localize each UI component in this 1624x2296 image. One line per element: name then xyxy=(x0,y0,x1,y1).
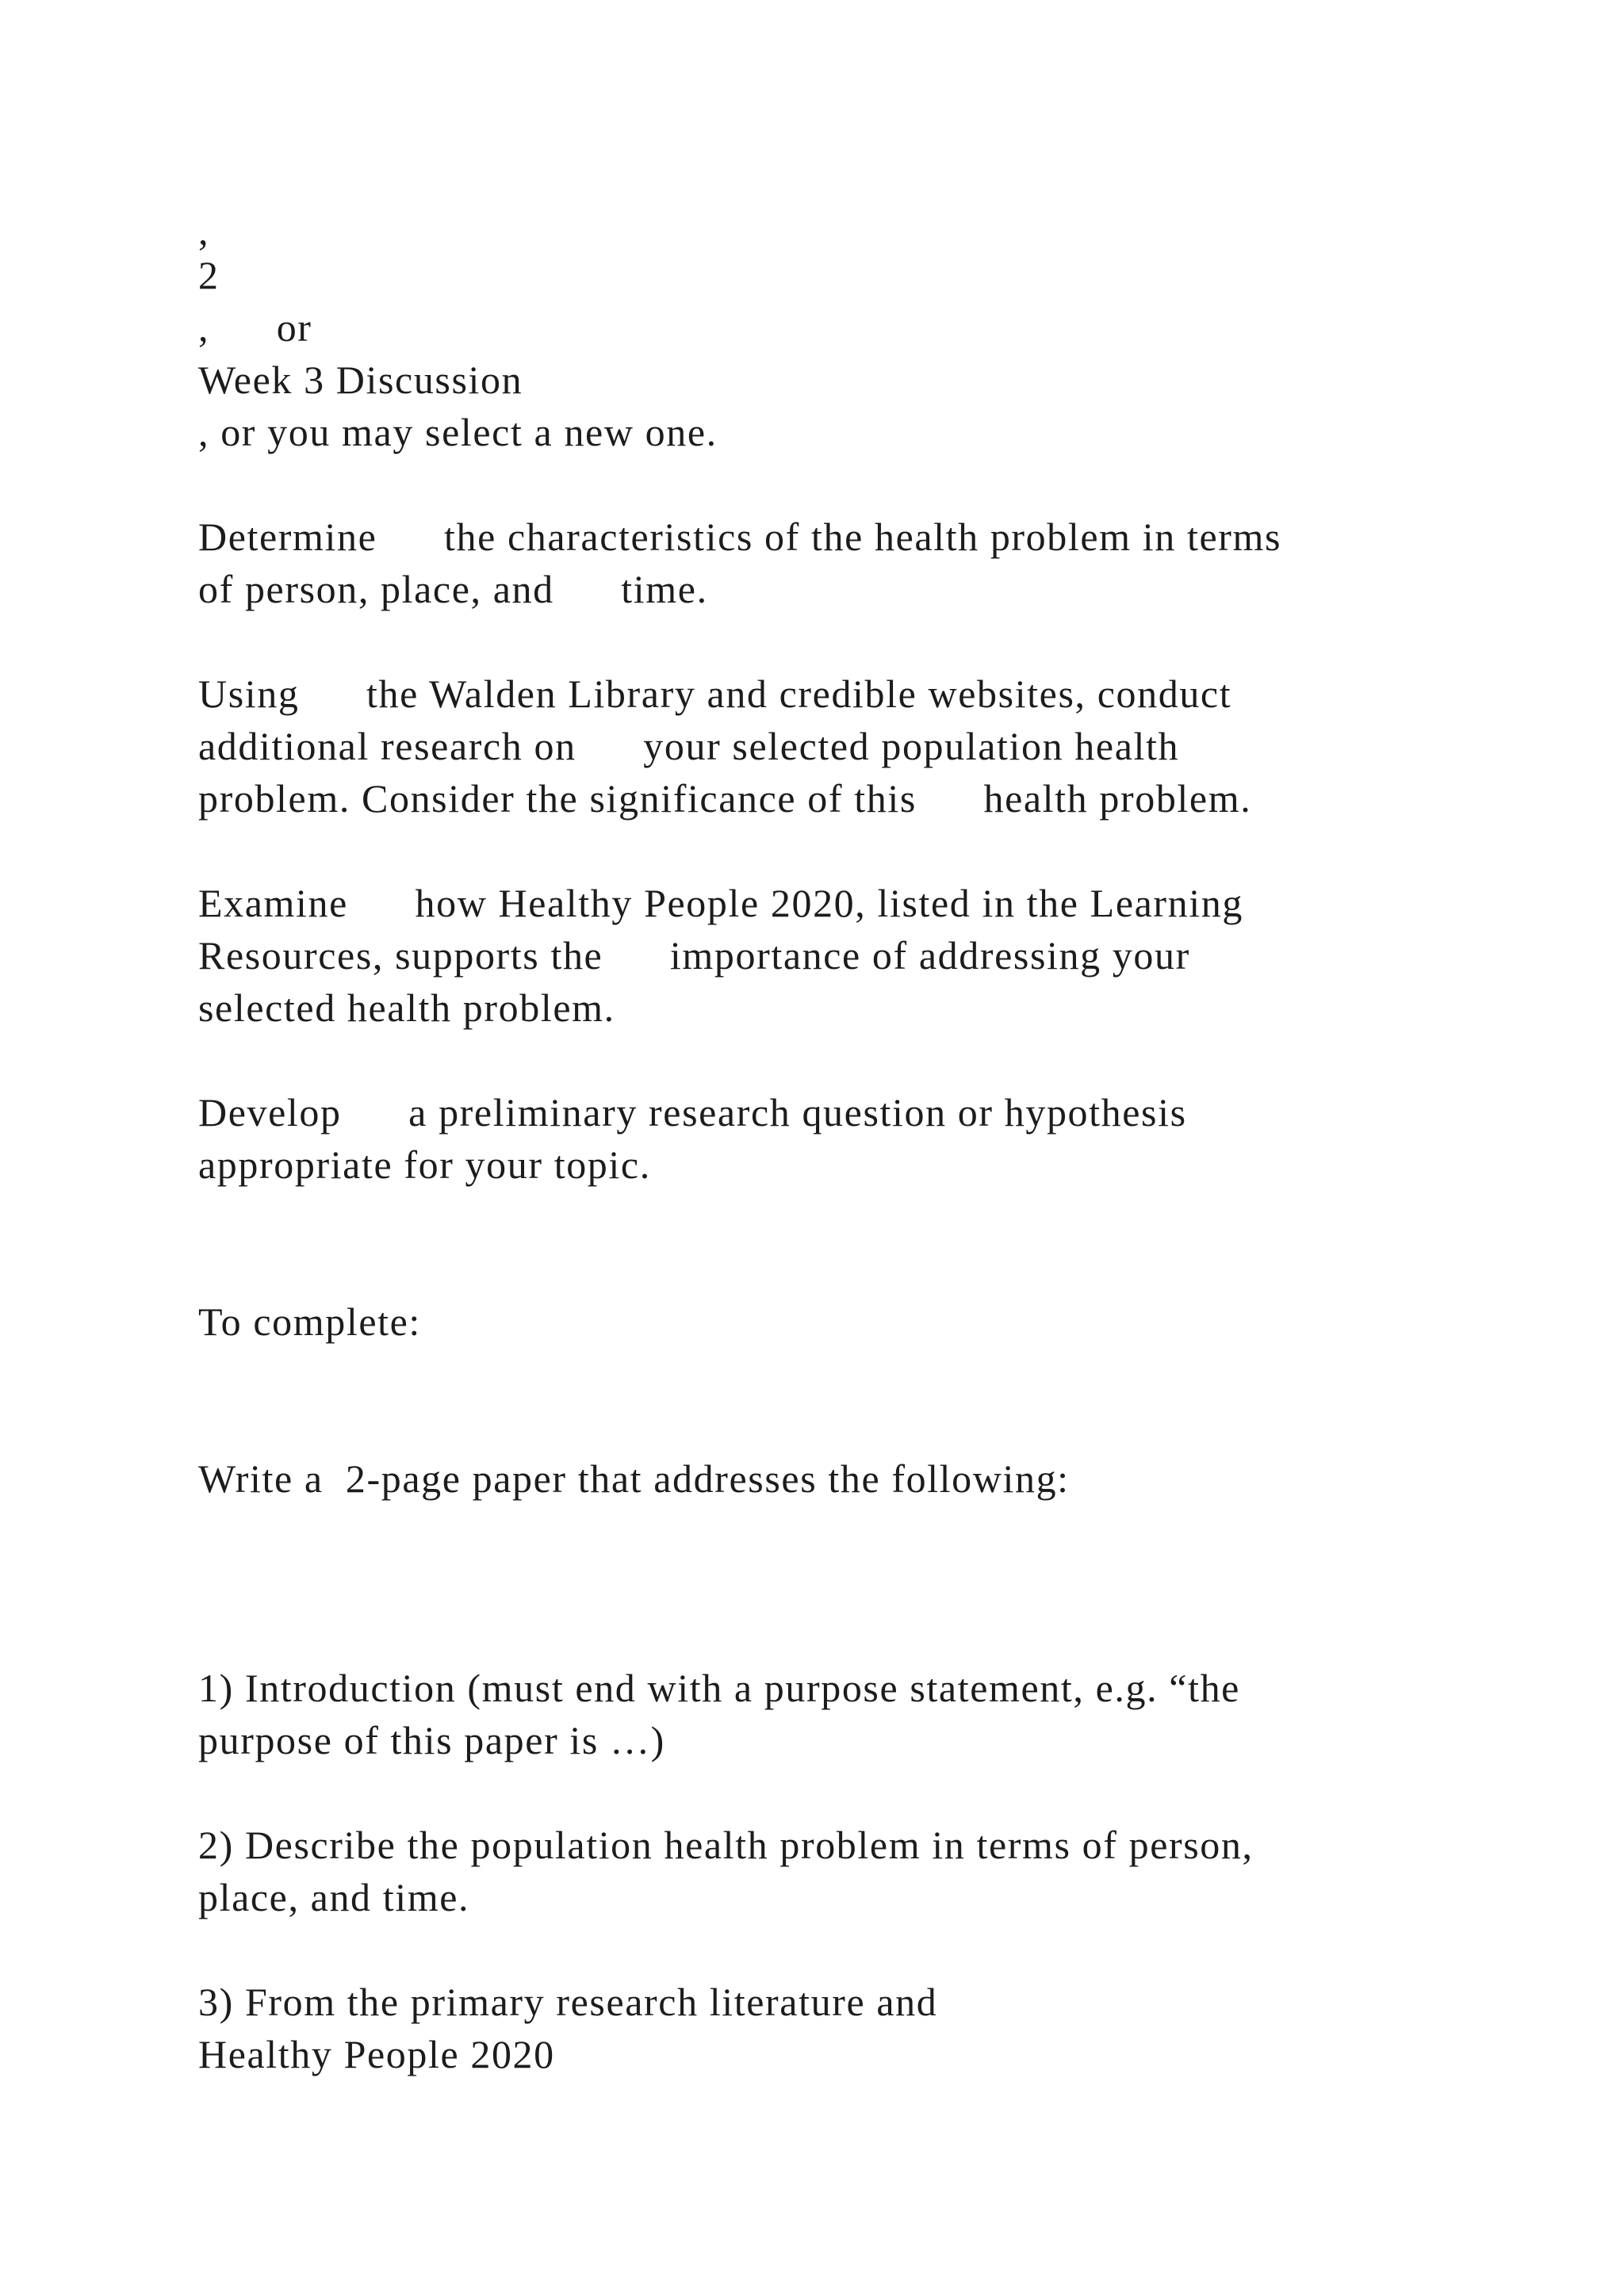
text-line: of person, place, and time. xyxy=(198,567,708,611)
text-line: Week 3 Discussion xyxy=(198,358,523,402)
text-line: 2 xyxy=(198,253,220,297)
text-line: selected health problem. xyxy=(198,985,615,1030)
text-line: Using the Walden Library and credible websites, conduct xyxy=(198,672,1232,716)
text-line: Examine how Healthy People 2020, listed in the Learning xyxy=(198,881,1243,925)
list-item: 1) Introduction (must end with a purpose statement, e.g. “the xyxy=(198,1666,1240,1710)
section-heading: To complete: xyxy=(198,1299,421,1344)
text-line: Develop a preliminary research question or hypothesis xyxy=(198,1090,1187,1135)
text-line: , or xyxy=(198,305,312,350)
text-line: additional research on your selected population health xyxy=(198,724,1180,768)
text-line: , or you may select a new one. xyxy=(198,410,718,454)
text-line: Write a 2-page paper that addresses the following: xyxy=(198,1456,1070,1501)
list-item: 2) Describe the population health problem in terms of person, xyxy=(198,1823,1254,1867)
list-item-continuation: place, and time. xyxy=(198,1875,470,1919)
text-line: Resources, supports the importance of addressing your xyxy=(198,933,1190,978)
list-item-continuation: Healthy People 2020 xyxy=(198,2032,555,2076)
text-line: problem. Consider the significance of this health problem. xyxy=(198,776,1252,821)
list-item-continuation: purpose of this paper is …) xyxy=(198,1718,665,1762)
text-line: Determine the characteristics of the health problem in terms xyxy=(198,515,1282,559)
list-item: 3) From the primary research literature and xyxy=(198,1980,938,2024)
text-line: appropriate for your topic. xyxy=(198,1142,651,1187)
text-line: , xyxy=(198,209,210,253)
